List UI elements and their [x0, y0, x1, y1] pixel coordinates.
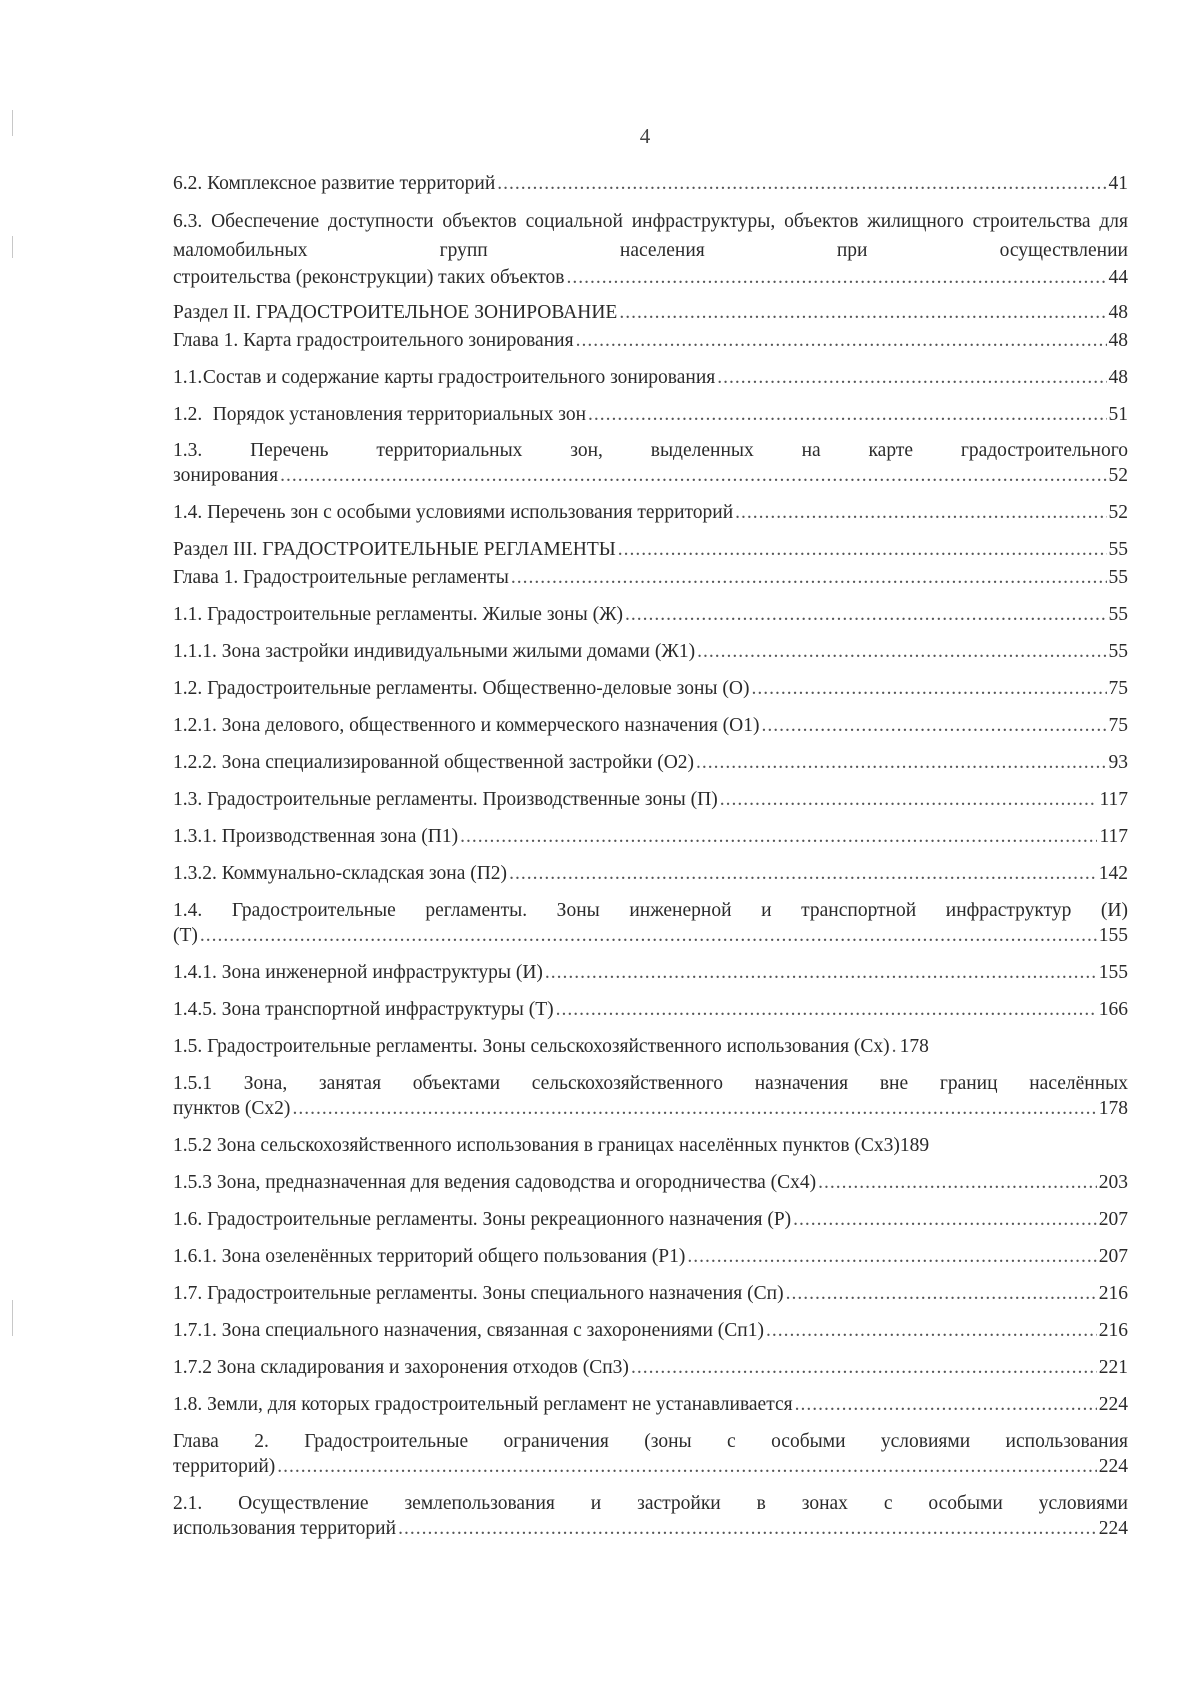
- toc-page-number: 155: [1098, 925, 1128, 946]
- toc-entry-title: Порядок установления территориальных зон: [212, 404, 587, 425]
- toc-entry-title: Раздел III. ГРАДОСТРОИТЕЛЬНЫЕ РЕГЛАМЕНТЫ: [173, 539, 616, 560]
- toc-leader-dots: [576, 328, 1107, 353]
- toc-entry[interactable]: [173, 365, 1128, 390]
- toc-leader-dots: [509, 861, 1097, 886]
- toc-entry[interactable]: [173, 676, 1128, 701]
- toc-entry-title: Состав и содержание карты градостроительного зонирования: [202, 367, 716, 388]
- toc-entry-title: 6.2. Комплексное развитие территорий: [173, 173, 496, 194]
- toc-entry-title: 1.5. Градостроительные регламенты. Зоны сельскохозяйственного использования (Сх): [173, 1036, 890, 1057]
- toc-entry[interactable]: [173, 639, 1128, 664]
- toc-entry-title: 1.8. Земли, для которых градостроительный регламент не устанавливается: [173, 1394, 793, 1415]
- toc-entry-title: 1.5.3 Зона, предназначенная для ведения садоводства и огородничества (Сх4): [173, 1172, 817, 1193]
- toc-page-number: 41: [1108, 173, 1128, 194]
- toc-leader-dots: [717, 365, 1106, 390]
- toc-page-number: 55: [1108, 604, 1128, 625]
- toc-page-number: 55: [1108, 539, 1128, 560]
- toc-entry-title: Глава 1. Градостроительные регламенты: [173, 567, 509, 588]
- toc-entry-title: 1.4. Градостроительные регламенты. Зоны инженерной и транспортной инфраструктур (И): [173, 900, 1128, 921]
- toc-page-number: 216: [1098, 1283, 1128, 1304]
- toc-entry-title: 1.6. Градостроительные регламенты. Зоны рекреационного назначения (Р): [173, 1209, 792, 1230]
- toc-entry[interactable]: [173, 207, 1128, 291]
- toc-leader-dots: [625, 602, 1106, 627]
- toc-page-number: 216: [1098, 1320, 1128, 1341]
- toc-entry[interactable]: [173, 861, 1128, 886]
- toc-entry[interactable]: [173, 1318, 1128, 1343]
- toc-page-number: 117: [1099, 789, 1128, 810]
- toc-leader-dots: [556, 997, 1097, 1022]
- toc-entry[interactable]: [173, 328, 1128, 353]
- toc-leader-dots: [766, 1318, 1097, 1343]
- toc-leader-dots: [687, 1244, 1096, 1269]
- toc-leader-dots: [795, 1392, 1097, 1417]
- toc-entry-title: 1.1. Градостроительные регламенты. Жилые зоны (Ж): [173, 604, 624, 625]
- toc-page-number: 55: [1108, 641, 1128, 662]
- toc-entry[interactable]: [173, 1207, 1128, 1232]
- toc-entry[interactable]: [173, 750, 1128, 775]
- toc-entry[interactable]: [173, 824, 1128, 849]
- toc-page-number: 203: [1098, 1172, 1128, 1193]
- toc-page-number: 178: [1098, 1098, 1128, 1119]
- toc-page-number: 48: [1108, 330, 1128, 351]
- toc-entry[interactable]: [173, 898, 1128, 948]
- toc-page-number: 51: [1108, 404, 1128, 425]
- toc-leader-dots: [292, 1096, 1096, 1121]
- toc-entry-title: 1.4.5. Зона транспортной инфраструктуры (Т): [173, 999, 554, 1020]
- toc-page-number: 55: [1108, 567, 1128, 588]
- toc-page-number: 93: [1108, 752, 1128, 773]
- toc-entry-title: 1.7.1. Зона специального назначения, связанная с захоронениями (Сп1): [173, 1320, 764, 1341]
- toc-leader-dots: [631, 1355, 1097, 1380]
- toc-entry-title: 1.3. Перечень территориальных зон, выделенных на карте градостроительного: [173, 440, 1128, 461]
- toc-entry[interactable]: [173, 1281, 1128, 1306]
- toc-page-number: 189: [899, 1135, 930, 1156]
- toc-entry[interactable]: [173, 713, 1128, 738]
- toc-entry[interactable]: [173, 1034, 1128, 1059]
- toc-leader-dots: [497, 171, 1106, 196]
- toc-entry-continuation: территорий): [173, 1456, 276, 1477]
- toc-leader-dots: [793, 1207, 1097, 1232]
- toc-page-number: 75: [1108, 678, 1128, 699]
- toc-entry-number: 1.2.: [173, 404, 203, 425]
- toc-entry[interactable]: [173, 537, 1128, 562]
- toc-leader-dots: [588, 402, 1106, 427]
- toc-entry-title: 1.4.1. Зона инженерной инфраструктуры (И): [173, 962, 543, 983]
- toc-leader-dots: [200, 923, 1097, 948]
- toc-entry-continuation: (Т): [173, 925, 198, 946]
- toc-entry-title: 2.1. Осуществление землепользования и застройки в зонах с особыми условиями: [173, 1493, 1128, 1514]
- toc-page-number: 207: [1098, 1209, 1128, 1230]
- toc-leader-dots: [818, 1170, 1097, 1195]
- toc-page-number: 224: [1098, 1456, 1128, 1477]
- scan-margin-mark: [12, 236, 13, 258]
- toc-entry-title: 6.3. Обеспечение доступности объектов социальной инфраструктуры, объектов жилищного строительства для маломобильных групп населения при осуществлении: [173, 211, 1128, 261]
- toc-leader-dots: [762, 713, 1107, 738]
- toc-entry-title: 1.5.2 Зона сельскохозяйственного использования в границах населённых пунктов (Сх3): [173, 1135, 900, 1156]
- toc-page-number: 52: [1108, 502, 1128, 523]
- toc-entry[interactable]: [173, 500, 1128, 525]
- toc-entry[interactable]: [173, 1071, 1128, 1121]
- toc-entry-title: Раздел II. ГРАДОСТРОИТЕЛЬНОЕ ЗОНИРОВАНИЕ: [173, 302, 618, 323]
- toc-entry[interactable]: [173, 300, 1128, 325]
- toc-leader-dots: [619, 300, 1106, 325]
- toc-entry-title: 1.3.1. Производственная зона (П1): [173, 826, 459, 847]
- toc-entry[interactable]: [173, 602, 1128, 627]
- toc-entry[interactable]: [173, 438, 1128, 488]
- toc-page-number: 75: [1108, 715, 1128, 736]
- toc-entry[interactable]: [173, 1491, 1128, 1541]
- toc-entry[interactable]: [173, 787, 1128, 812]
- toc-entry-title: 1.5.1 Зона, занятая объектами сельскохозяйственного назначения вне границ населённых: [173, 1073, 1128, 1094]
- toc-entry-title: 1.7. Градостроительные регламенты. Зоны специального назначения (Сп): [173, 1283, 784, 1304]
- toc-entry-title: 1.1.1. Зона застройки индивидуальными жилыми домами (Ж1): [173, 641, 696, 662]
- toc-page-number: 166: [1098, 999, 1128, 1020]
- toc-leader-dots: [280, 463, 1106, 488]
- toc-entry-title: 1.3.2. Коммунально-складская зона (П2): [173, 863, 508, 884]
- table-of-contents: [173, 171, 1128, 1541]
- toc-entry-title: 1.3. Градостроительные регламенты. Производственные зоны (П): [173, 789, 718, 810]
- toc-leader-dots: [697, 639, 1106, 664]
- toc-leader-dots: [460, 824, 1097, 849]
- toc-page-number: 44: [1108, 267, 1128, 288]
- toc-leader-dots: [786, 1281, 1097, 1306]
- page-number: 4: [639, 124, 651, 148]
- toc-leader-dots: [720, 787, 1098, 812]
- toc-entry[interactable]: [173, 1133, 1128, 1158]
- toc-page-number: 117: [1099, 826, 1128, 847]
- toc-entry-title: 1.6.1. Зона озеленённых территорий общего пользования (Р1): [173, 1246, 686, 1267]
- toc-page-number: 52: [1108, 465, 1128, 486]
- toc-leader-dots: [545, 960, 1097, 985]
- toc-entry[interactable]: [173, 402, 1128, 427]
- toc-entry-title: Глава 1. Карта градостроительного зонирования: [173, 330, 574, 351]
- toc-leader-dots: [398, 1516, 1097, 1541]
- toc-entry-continuation: использования территорий: [173, 1518, 397, 1539]
- toc-entry-title: 1.4. Перечень зон с особыми условиями использования территорий: [173, 502, 734, 523]
- toc-entry[interactable]: [173, 1392, 1128, 1417]
- toc-leader-dots: [751, 676, 1106, 701]
- toc-leader-dots: [618, 537, 1107, 562]
- toc-page-number: 221: [1098, 1357, 1128, 1378]
- toc-entry-title: 1.2.1. Зона делового, общественного и коммерческого назначения (О1): [173, 715, 760, 736]
- toc-page-number: 48: [1108, 302, 1128, 323]
- toc-page-number: 178: [899, 1036, 929, 1057]
- toc-page-number: 142: [1098, 863, 1128, 884]
- toc-page-number: 155: [1098, 962, 1128, 983]
- toc-entry[interactable]: [173, 997, 1128, 1022]
- toc-entry[interactable]: [173, 960, 1128, 985]
- toc-entry[interactable]: [173, 565, 1128, 590]
- toc-entry[interactable]: [173, 1355, 1128, 1380]
- toc-leader-dots: [892, 1034, 898, 1059]
- toc-entry-title: 1.2. Градостроительные регламенты. Общественно-деловые зоны (О): [173, 678, 750, 699]
- toc-entry[interactable]: [173, 1429, 1128, 1479]
- toc-page-number: 48: [1108, 367, 1128, 388]
- toc-page-number: 224: [1098, 1518, 1128, 1539]
- toc-entry-title: 1.2.2. Зона специализированной общественной застройки (О2): [173, 752, 695, 773]
- toc-entry-title: 1.7.2 Зона складирования и захоронения отходов (Сп3): [173, 1357, 629, 1378]
- toc-entry[interactable]: [173, 171, 1128, 196]
- toc-leader-dots: [511, 565, 1107, 590]
- toc-leader-dots: [735, 500, 1106, 525]
- toc-leader-dots: [277, 1454, 1097, 1479]
- toc-entry[interactable]: [173, 1170, 1128, 1195]
- scan-margin-mark: [12, 1300, 13, 1336]
- toc-entry-title: Глава 2. Градостроительные ограничения (зоны с особыми условиями использования: [173, 1431, 1128, 1452]
- toc-page-number: 224: [1098, 1394, 1128, 1415]
- toc-entry[interactable]: [173, 1244, 1128, 1269]
- toc-entry-number: 1.1.: [173, 367, 203, 388]
- toc-entry-continuation: пунктов (Сх2): [173, 1098, 291, 1119]
- toc-entry-continuation: зонирования: [173, 465, 279, 486]
- toc-leader-dots: [567, 265, 1107, 291]
- toc-entry-continuation: строительства (реконструкции) таких объектов: [173, 267, 565, 288]
- toc-leader-dots: [696, 750, 1106, 775]
- toc-page-number: 207: [1098, 1246, 1128, 1267]
